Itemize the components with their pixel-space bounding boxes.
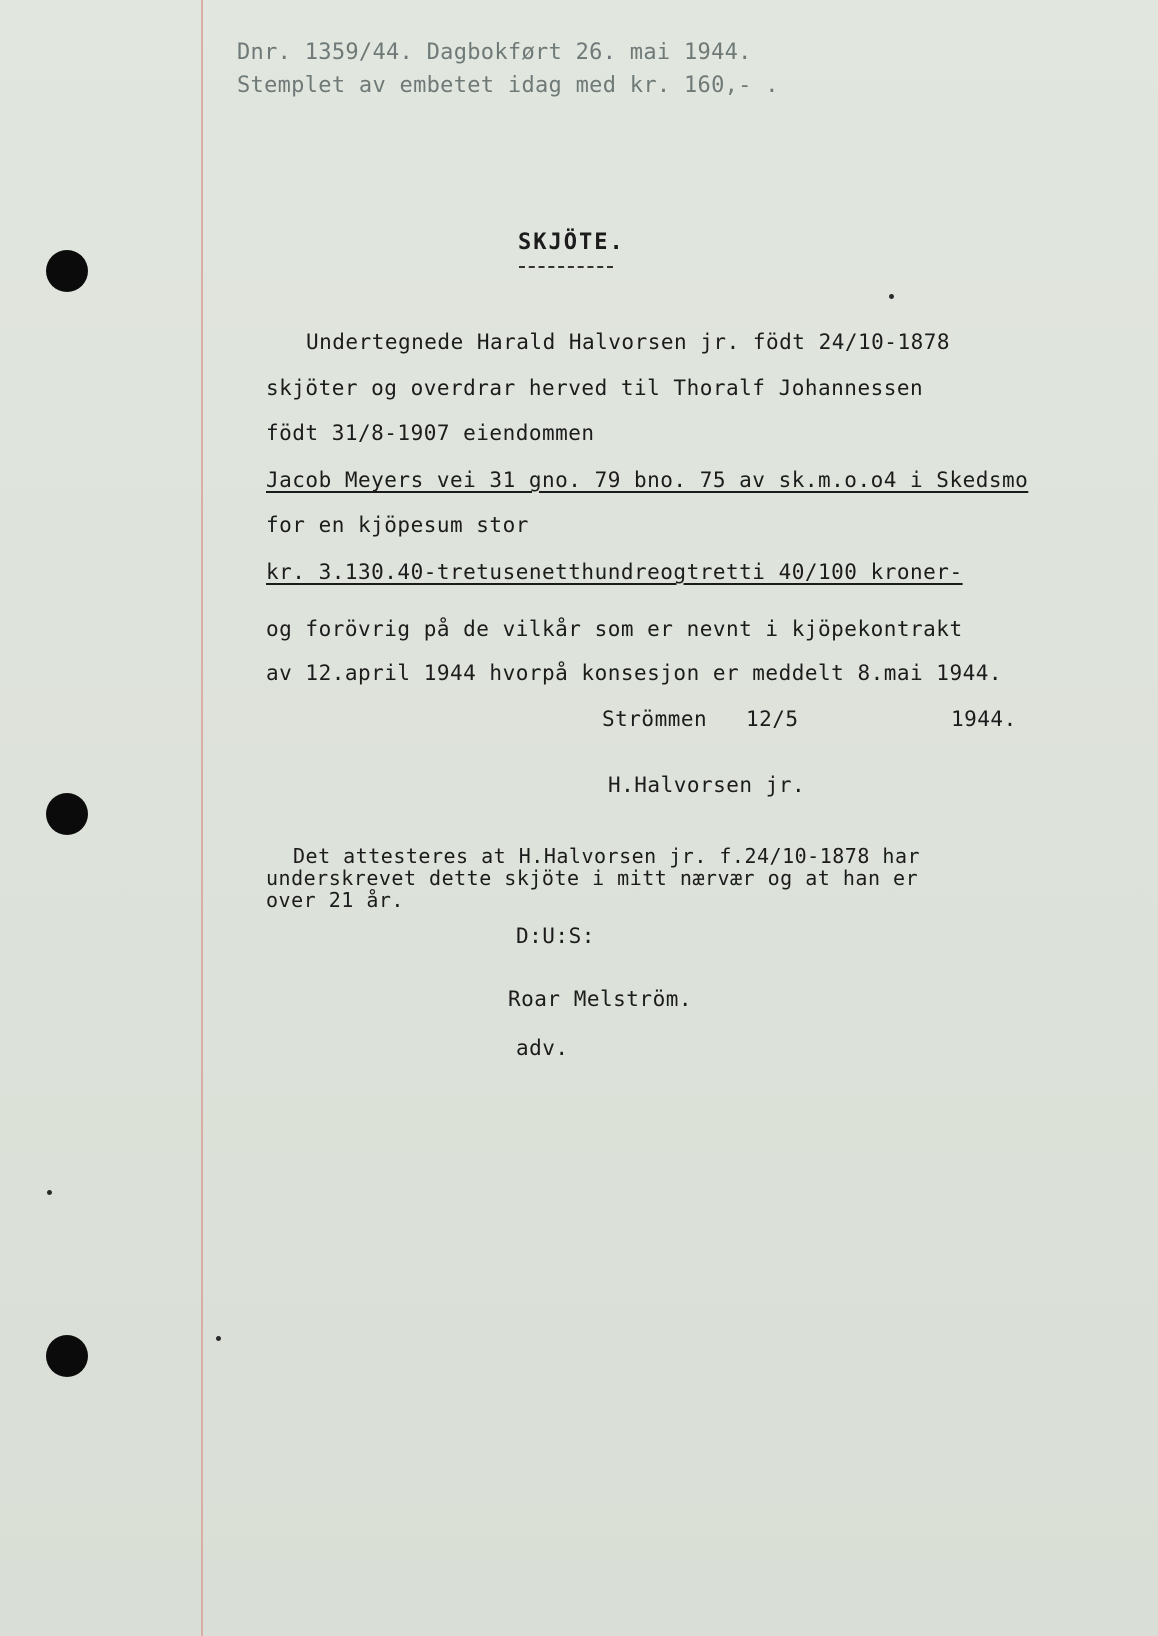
date: 12/5 xyxy=(746,707,799,731)
signer-signature: H.Halvorsen jr. xyxy=(608,773,806,797)
title-underline xyxy=(519,266,613,268)
body-line-7: og forövrig på de vilkår som er nevnt i kjöpekontrakt xyxy=(266,617,963,641)
purchase-price: kr. 3.130.40-tretusenetthundreogtretti 40/100 kroner- xyxy=(266,560,963,584)
speck xyxy=(47,1190,52,1195)
property-description: Jacob Meyers vei 31 gno. 79 bno. 75 av sk.m.o.o4 i Skedsmo xyxy=(266,468,1029,492)
attest-line-3: over 21 år. xyxy=(266,888,404,912)
speck xyxy=(889,294,894,299)
dus-abbreviation: D:U:S: xyxy=(516,924,595,948)
body-line-2: skjöter og overdrar herved til Thoralf Johannessen xyxy=(266,376,924,400)
body-line-5: for en kjöpesum stor xyxy=(266,513,529,537)
stamp-line-1: Dnr. 1359/44. Dagbokført 26. mai 1944. xyxy=(237,40,752,65)
punch-hole-middle xyxy=(46,793,88,835)
body-line-3: födt 31/8-1907 eiendommen xyxy=(266,421,595,445)
punch-hole-bottom xyxy=(46,1335,88,1377)
body-line-8: av 12.april 1944 hvorpå konsesjon er meddelt 8.mai 1944. xyxy=(266,661,1003,685)
attest-line-2: underskrevet dette skjöte i mitt nærvær og at han er xyxy=(266,866,919,890)
document-title: SKJÖTE. xyxy=(518,230,625,255)
attest-line-1: Det attesteres at H.Halvorsen jr. f.24/10-1878 har xyxy=(293,844,921,868)
punch-hole-top xyxy=(46,250,88,292)
body-line-1: Undertegnede Harald Halvorsen jr. födt 24/10-1878 xyxy=(306,330,951,354)
place: Strömmen xyxy=(602,707,708,731)
speck xyxy=(216,1336,221,1341)
stamp-line-2: Stemplet av embetet idag med kr. 160,- . xyxy=(237,73,779,98)
witness-name: Roar Melström. xyxy=(508,987,693,1011)
year: 1944. xyxy=(951,707,1017,731)
margin-line xyxy=(201,0,203,1636)
witness-title: adv. xyxy=(516,1036,569,1060)
